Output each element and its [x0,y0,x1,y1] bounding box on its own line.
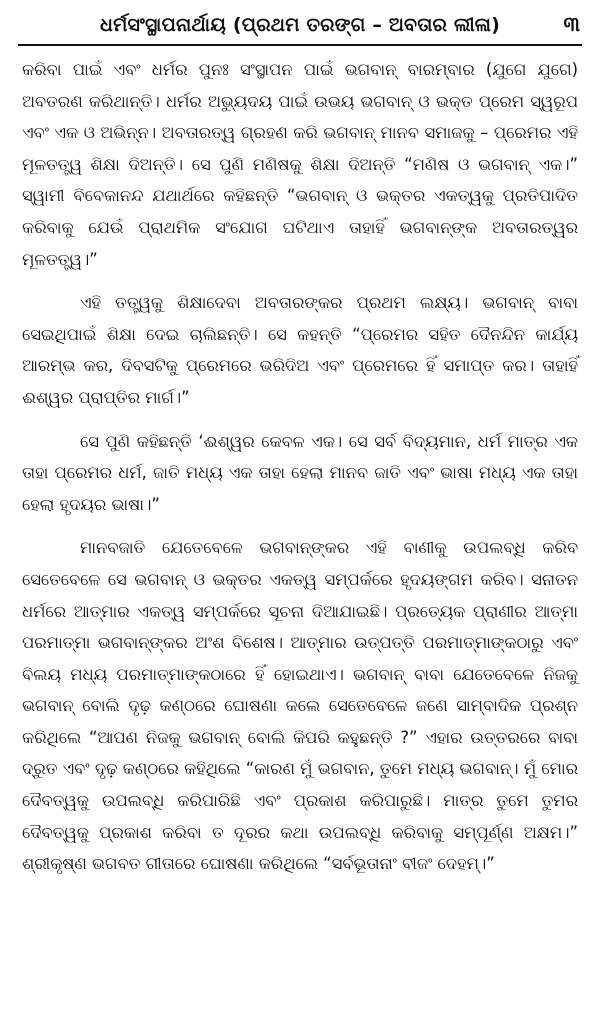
header-divider [18,44,582,46]
paragraph: ମାନବଜାତି ଯେତେବେଳେ ଭଗବାନ୍‌ଙ୍କର ଏହି ବାଣୀକୁ ଉପଲବ୍ଧି କରିବ ସେତେବେଳେ ସେ ଭଗବାନ୍ ଓ ଭକ୍ତର ଏକତ୍ୱ ସମ୍ପର୍କରେ ହୃଦୟଙ୍ଗମ କରିବ। ସନାତନ ଧର୍ମରେ ଆତ୍ମାର ଏକତ୍ୱ ସମ୍ପର୍କରେ ସୂଚନା ଦିଆଯାଇଛି। ପ୍ରତ୍ୟେକ ପ୍ରାଣୀର ଆତ୍ମା ପରମାତ୍ମା ଭଗବାନ୍‌ଙ୍କର ଅଂଶ ବିଶେଷ। ଆତ୍ମାର ଉତ୍ପତ୍ତି ପରମାତ୍ମାଙ୍କଠାରୁ ଏବଂ ବିଲୟ ମଧ୍ୟ ପରମାତ୍ମାଙ୍କଠାରେ ହିଁ ହୋଇଥାଏ। ଭଗବାନ୍ ବାବା ଯେତେବେଳେ ନିଜକୁ ଭଗବାନ୍ ବୋଲି ଦୃଢ଼ କଣ୍ଠରେ ଘୋଷଣା କଲେ ସେତେବେଳେ ଜଣେ ସାମ୍ବାଦିକ ପ୍ରଶ୍ନ କରିଥିଲେ “ଆପଣ ନିଜକୁ ଭଗବାନ୍ ବୋଲି କିପରି କହୁଛନ୍ତି ?” ଏହାର ଉତ୍ତରରେ ବାବା ଦ୍ରୁତ ଏବଂ ଦୃଢ଼ କଣ୍ଠରେ କହିଥିଲେ “କାରଣ ମୁଁ ଭଗବାନ, ତୁମେ ମଧ୍ୟ ଭଗବାନ୍। ମୁଁ ମୋର ଦୈବତ୍ୱକୁ ଉପଲବ୍ଧି କରିପାରିଛି ଏବଂ ପ୍ରକାଶ କରିପାରୁଛି। ମାତ୍ର ତୁମେ ତୁମର ଦୈବତ୍ୱକୁ ପ୍ରକାଶ କରିବା ତ ଦୂରର କଥା ଉପଲବ୍ଧି କରିବାକୁ ସମ୍ପୂର୍ଣ୍ଣ ଅକ୍ଷମ।” ଶ୍ରୀକୃଷ୍ଣ ଭଗବତ ଗୀତାରେ ଘୋଷଣା କରିଥିଲେ “ସର୍ବଭୂତାନାଂ ବୀଜଂ ଦେହମ୍।” [22,538,578,874]
header-title: ଧର୍ମସଂସ୍ଥାପନାର୍ଥାୟ (ପ୍ରଥମ ତରଙ୍ଗ – ଅବତାର ଲୀଳା) [100,14,500,36]
paragraph: ଏହି ତତ୍ତ୍ୱକୁ ଶିକ୍ଷାଦେବା ଅବତାରଙ୍କର ପ୍ରଥମ ଲକ୍ଷ୍ୟ। ଭଗବାନ୍ ବାବା ସେଇଥିପାଇଁ ଶିକ୍ଷା ଦେଇ ଚାଲିଛନ୍ତି। ସେ କହନ୍ତି “ପ୍ରେମର ସହିତ ଦୈନନ୍ଦିନ କାର୍ଯ୍ୟ ଆରମ୍ଭ କର, ଦିବସଟିକୁ ପ୍ରେମରେ ଭରିଦିଅ ଏବଂ ପ୍ରେମରେ ହିଁ ସମାପ୍ତ କର। ତାହାହିଁ ଈଶ୍ୱର ପ୍ରାପ୍ତିର ମାର୍ଗ।” [22,293,578,407]
paragraph: କରିବା ପାଇଁ ଏବଂ ଧର୍ମର ପୁନଃ ସଂସ୍ଥାପନ ପାଇଁ ଭଗବାନ୍ ବାରମ୍ବାର (ଯୁଗେ ଯୁଗେ) ଅବତରଣ କରିଥାନ୍ତି। ଧର୍ମର ଅଭ୍ୟୁଦୟ ପାଇଁ ଉଭୟ ଭଗବାନ୍ ଓ ଭକ୍ତ ପ୍ରେମ ସ୍ୱରୂପ ଏବଂ ଏକ ଓ ଅଭିନ୍ନ। ଅବତାରତ୍ୱ ଗ୍ରହଣ କରି ଭଗବାନ୍ ମାନବ ସମାଜକୁ – ପ୍ରେମର ଏହି ମୂଳତତ୍ତ୍ୱ ଶିକ୍ଷା ଦିଅନ୍ତି। ସେ ପୁଣି ମଣିଷକୁ ଶିକ୍ଷା ଦିଅନ୍ତି “ମଣିଷ ଓ ଭଗବାନ୍ ଏକ।” ସ୍ୱାମୀ ବିବେକାନନ୍ଦ ଯଥାର୍ଥରେ କହିଛନ୍ତି “ଭଗବାନ୍ ଓ ଭକ୍ତର ଏକତ୍ୱକୁ ପ୍ରତିପାଦିତ କରିବାକୁ ଯେଉଁ ପ୍ରାଥମିକ ସଂଯୋଗ ଘଟିଥାଏ ତାହାହିଁ ଭଗବାନ୍‌ଙ୍କ ଅବତାରତ୍ୱର ମୂଳତତ୍ତ୍ୱ।” [22,60,578,269]
running-header [18,6,582,44]
page-body [18,54,582,880]
page-number: ୩ [563,12,580,36]
paragraph: ସେ ପୁଣି କହିଛନ୍ତି ‘ଈଶ୍ୱର କେବଳ ଏକ। ସେ ସର୍ବ ବିଦ୍ୟମାନ, ଧର୍ମ ମାତ୍ର ଏକ ତାହା ପ୍ରେମର ଧର୍ମ, ଜାତି ମଧ୍ୟ ଏକ ତାହା ହେଲା ମାନବ ଜାତି ଏବଂ ଭାଷା ମଧ୍ୟ ଏକ ତାହା ହେଲା ହୃଦୟର ଭାଷା।” [22,431,578,514]
